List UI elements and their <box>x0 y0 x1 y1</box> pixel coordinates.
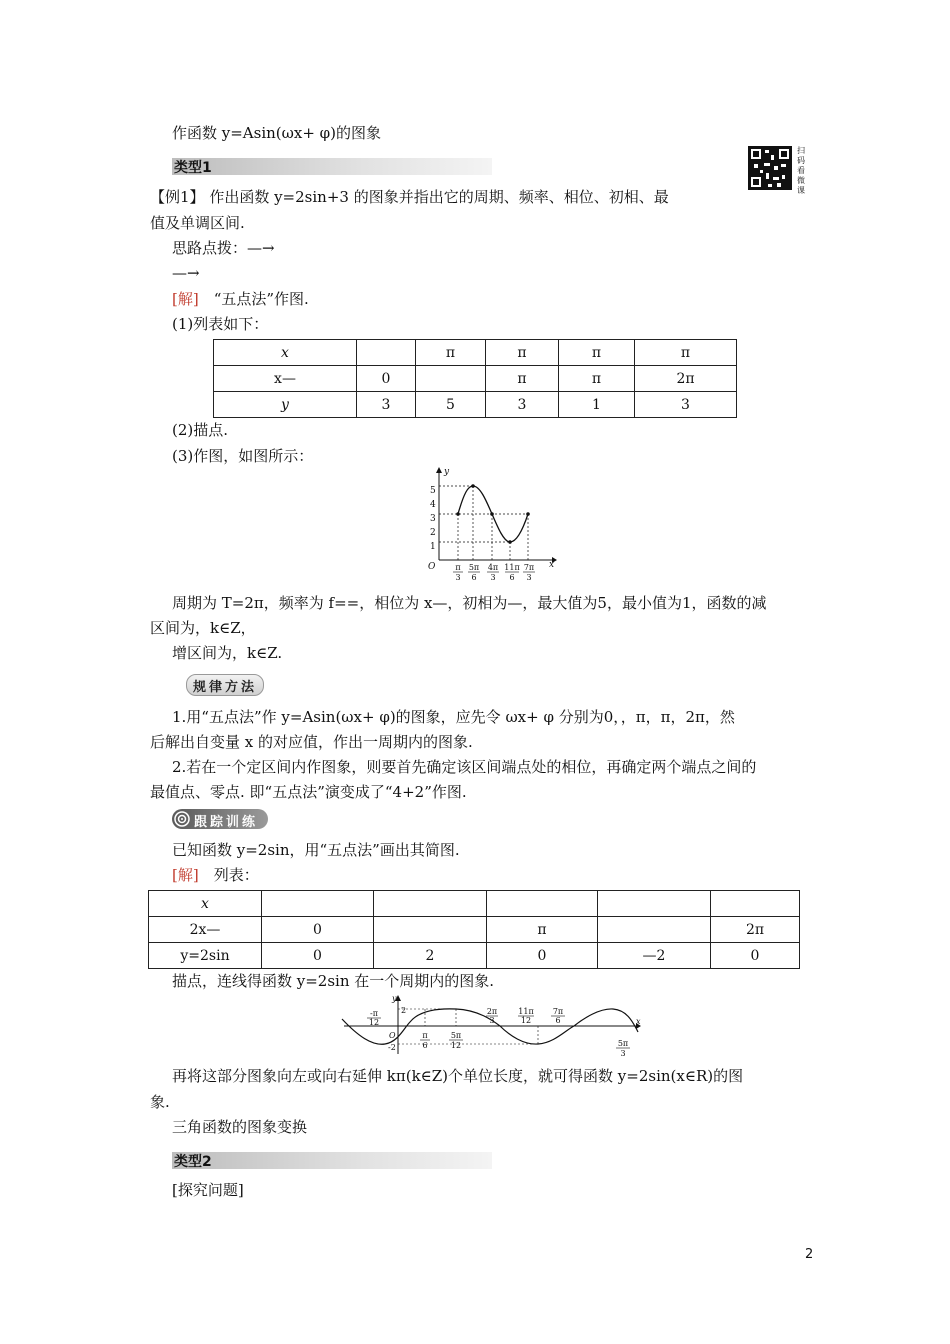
x-tick: 3 <box>620 1049 626 1058</box>
table-cell <box>374 891 487 917</box>
extend-line-2: 象. <box>150 1093 170 1111</box>
table-cell: 0 <box>262 917 374 943</box>
sine-graph-2 <box>338 992 648 1058</box>
table-row <box>149 891 800 917</box>
x-tick: 5π <box>450 1031 462 1040</box>
method-p1-b: 后解出自变量 x 的对应值，作出一周期内的图象. <box>150 733 473 751</box>
section-heading-2: 三角函数的图象变换 <box>172 1118 308 1136</box>
x-tick: 6 <box>509 573 515 582</box>
example-line-2: 值及单调区间. <box>150 214 245 232</box>
y-tick: 3 <box>430 514 436 524</box>
x-tick: 12 <box>368 1018 380 1027</box>
type-banner-2 <box>172 1152 492 1169</box>
x-ticks <box>453 563 535 582</box>
table-cell: π <box>486 340 559 366</box>
step-3: (3)作图，如图所示： <box>172 447 314 465</box>
table-cell <box>711 891 800 917</box>
table-cell: 2 <box>374 943 487 969</box>
table-cell: 3 <box>486 392 559 418</box>
table-cell: x <box>149 891 262 917</box>
method-p1-a: 1.用“五点法”作 y=Asin(ωx+ φ)的图象，应先令 ωx+ φ 分别为0，，π，π，2π，然 <box>172 708 735 726</box>
table-cell: 2π <box>711 917 800 943</box>
result-line-1: 周期为 T=2π，频率为 f==，相位为 x—，初相为—，最大值为5，最小值为1，函数的减 <box>172 594 767 612</box>
practice-badge <box>172 809 268 829</box>
table-cell <box>487 891 598 917</box>
table-cell: x <box>214 340 357 366</box>
x-tick: 7π <box>523 563 535 572</box>
table-cell <box>357 340 416 366</box>
hint: 思路点拨：—→ <box>172 239 275 257</box>
table-cell: 2x— <box>149 917 262 943</box>
table-cell: 1 <box>559 392 635 418</box>
x-tick: 6 <box>471 573 477 582</box>
table-cell: 3 <box>635 392 737 418</box>
type-banner <box>172 158 492 175</box>
x-tick: 11π <box>504 563 520 572</box>
y-tick-bottom: -2 <box>388 1043 396 1052</box>
table-cell: 0 <box>262 943 374 969</box>
qr-caption: 扫码看微课 <box>797 146 805 195</box>
table-row <box>149 943 800 969</box>
example-line-1 <box>150 187 669 207</box>
value-table-1 <box>213 339 737 418</box>
qr-code-icon[interactable] <box>748 146 792 190</box>
x-tick: 3 <box>455 573 461 582</box>
solution-text: “五点法”作图. <box>198 290 309 308</box>
y-ticks <box>430 486 436 552</box>
table-cell: —2 <box>598 943 711 969</box>
point <box>526 512 530 516</box>
x-tick: 3 <box>489 1016 495 1025</box>
explore-label: [探究问题] <box>172 1181 244 1199</box>
point <box>490 512 494 516</box>
practice-solution-intro <box>172 865 259 885</box>
hint-arrow: —→ <box>172 264 200 282</box>
x-tick: π <box>422 1031 428 1040</box>
x-tick: π <box>455 563 461 572</box>
result-line-3: 增区间为，k∈Z. <box>172 644 283 662</box>
sine-graph-1 <box>420 466 560 584</box>
method-p2-b: 最值点、零点. 即“五点法”演变成了“4+2”作图. <box>150 783 467 801</box>
type-label: 类型2 <box>174 1154 212 1170</box>
y-tick: 2 <box>430 528 436 538</box>
solution-intro <box>172 289 309 309</box>
y-tick: 1 <box>430 542 436 552</box>
y-tick: 4 <box>430 500 436 510</box>
x-tick: 11π <box>518 1007 534 1016</box>
x-tick: 3 <box>490 573 496 582</box>
table-cell <box>374 917 487 943</box>
x-tick: 5π <box>468 563 480 572</box>
table-cell: 0 <box>357 366 416 392</box>
x-tick: 6 <box>555 1016 561 1025</box>
step-2: (2)描点. <box>172 421 229 439</box>
x-tick: 3 <box>526 573 532 582</box>
table-cell: 2π <box>635 366 737 392</box>
origin-label: O <box>389 1031 396 1040</box>
y-axis-arrow-icon <box>436 467 442 473</box>
result-line-2: 区间为，k∈Z， <box>150 619 256 637</box>
x-tick: 4π <box>487 563 499 572</box>
table-cell <box>416 366 486 392</box>
table-cell: x— <box>214 366 357 392</box>
x-tick: 6 <box>422 1041 428 1050</box>
x-tick: 7π <box>552 1007 564 1016</box>
y-label: y <box>444 467 450 477</box>
point <box>471 484 475 488</box>
point <box>456 512 460 516</box>
y-label: y <box>392 994 397 1003</box>
table-cell: y <box>214 392 357 418</box>
table-cell <box>598 891 711 917</box>
target-icon <box>174 811 190 827</box>
table-cell: 0 <box>711 943 800 969</box>
practice-after: 描点，连线得函数 y=2sin 在一个周期内的图象. <box>172 972 495 990</box>
table-cell: π <box>416 340 486 366</box>
y-tick-top: 2 <box>401 1006 407 1015</box>
value-table-2 <box>148 890 800 969</box>
method-label: 规律方法 <box>193 680 258 695</box>
method-p2-a: 2.若在一个定区间内作图象，则要首先确定该区间端点处的相位，再确定两个端点之间的 <box>172 758 757 776</box>
table-cell: π <box>559 366 635 392</box>
x-tick: 12 <box>450 1041 462 1050</box>
type-label: 类型1 <box>174 160 212 176</box>
table-cell: 3 <box>357 392 416 418</box>
table-row <box>214 392 737 418</box>
origin-label: O <box>428 562 436 572</box>
x-tick: 5π <box>617 1039 629 1048</box>
example-text: 作出函数 y=2sin+3 的图象并指出它的周期、频率、相位、初相、最 <box>204 188 669 206</box>
point <box>508 540 512 544</box>
y-tick: 5 <box>430 486 436 496</box>
x-label: x <box>636 1017 641 1026</box>
x-tick: -π <box>370 1009 378 1018</box>
table-row <box>214 366 737 392</box>
method-badge <box>186 674 264 696</box>
table-cell: 0 <box>487 943 598 969</box>
table-cell: π <box>486 366 559 392</box>
practice-label: 跟踪训练 <box>194 815 259 830</box>
x-tick: 12 <box>520 1016 532 1025</box>
table-cell <box>598 917 711 943</box>
table-cell <box>262 891 374 917</box>
table-cell: π <box>635 340 737 366</box>
table-cell: π <box>487 917 598 943</box>
solution-tag: [解] <box>172 290 199 308</box>
example-tag: 【例1】 <box>150 188 205 206</box>
step-1: (1)列表如下： <box>172 315 269 333</box>
page-number: 2 <box>805 1247 814 1262</box>
practice-question: 已知函数 y=2sin，用“五点法”画出其简图. <box>172 841 460 859</box>
extend-line-1: 再将这部分图象向左或向右延伸 kπ(k∈Z)个单位长度，就可得函数 y=2sin(x∈R)的图 <box>172 1067 744 1085</box>
x-label: x <box>549 560 555 570</box>
table-row <box>149 917 800 943</box>
table-row <box>214 340 737 366</box>
table-cell: y=2sin <box>149 943 262 969</box>
table-cell: 5 <box>416 392 486 418</box>
solution-text: 列表： <box>198 866 259 884</box>
table-cell: π <box>559 340 635 366</box>
x-tick: 2π <box>486 1007 498 1016</box>
section-heading: 作函数 y=Asin(ωx+ φ)的图象 <box>172 124 382 142</box>
solution-tag: [解] <box>172 866 199 884</box>
